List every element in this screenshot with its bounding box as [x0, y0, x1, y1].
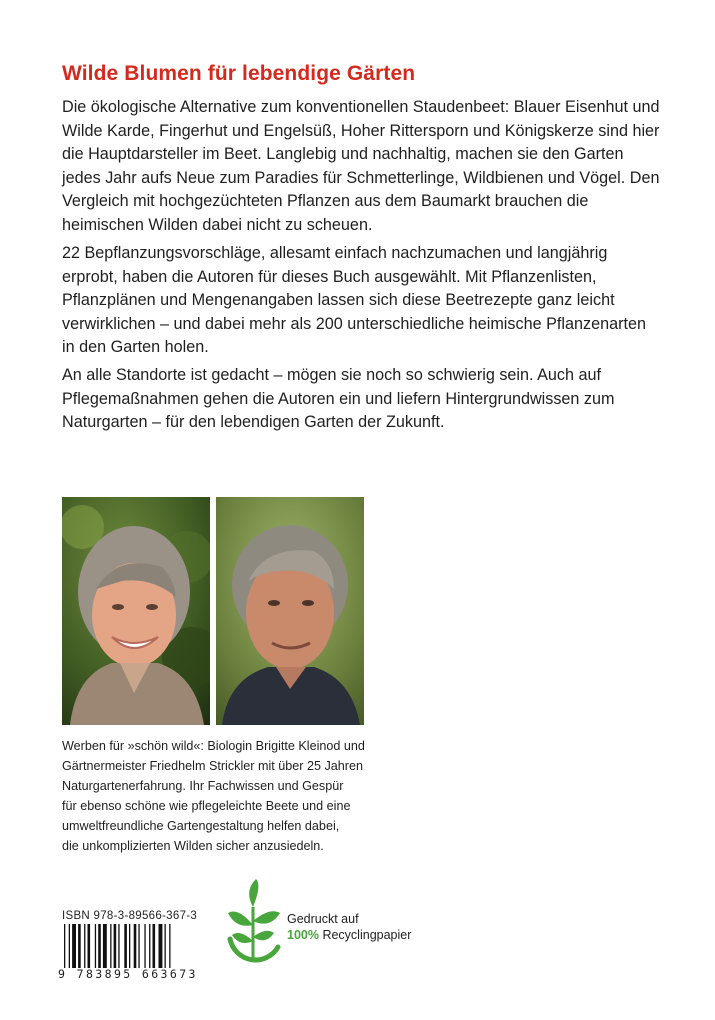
barcode-bar [95, 924, 96, 968]
paragraph-standorte: An alle Standorte ist gedacht – mögen sie noch so schwierig sein. Auch auf Pflegemaßnahmen gehen die Autoren ein und liefern Hintergrundwissen zum Naturgarten – für den lebendigen Garten der Zukunft. [62, 366, 615, 432]
barcode-bar [103, 924, 107, 968]
paragraph-bepflanzung: 22 Bepflanzungsvorschläge, allesamt einfach nachzumachen und langjährig erprobt, haben die Autoren für dieses Buch ausgewählt. Mit Pflanzenlisten, Pflanzplänen und Mengenangaben lassen sich diese Beetrezepte ganz leicht verwirklichen – und dabei mehr als 200 unterschiedliche heimische Pflanzenarten in den Garten holen. [62, 244, 646, 357]
barcode-bar [134, 924, 137, 968]
barcode-bar [165, 924, 166, 968]
barcode-bar [138, 924, 139, 968]
barcode-bar [84, 924, 85, 968]
recycling-plant-icon [222, 877, 284, 969]
page-title: Wilde Blumen für lebendige Gärten [62, 62, 416, 85]
caption-line: die unkomplizierten Wilden sicher anzusiedeln. [62, 839, 324, 853]
caption-line: für ebenso schöne wie pflegeleichte Beete und eine [62, 799, 351, 813]
caption-line: Werben für »schön wild«: Biologin Brigitte Kleinod und [62, 739, 365, 753]
barcode-digits: 9 783895 663673 [58, 967, 198, 981]
barcode-bar [124, 924, 127, 968]
barcode-bar [110, 924, 111, 968]
caption-line: Naturgartenerfahrung. Ihr Fachwissen und Gespür [62, 779, 344, 793]
recycling-note [287, 911, 411, 943]
barcode-bar [98, 924, 101, 968]
barcode [64, 924, 212, 968]
recycling-paper-label: Recyclingpapier [318, 928, 412, 942]
barcode-bar [114, 924, 117, 968]
barcode-bar [144, 924, 145, 968]
paragraph-intro: Die ökologische Alternative zum konventionellen Staudenbeet: Blauer Eisenhut und Wilde Karde, Fingerhut und Engelsüß, Hoher Rittersporn und Königskerze sind hier die Hauptdarsteller im Beet. Langlebig und nachhaltig, machen sie den Garten jedes Jahr aufs Neue zum Paradies für Schmetterlinge, Wildbienen und Vögel. Den Vergleich mit hochgezüchteten Pflanzen aus dem Baumarkt brauchen die heimischen Wilden dabei nicht zu scheuen. [62, 98, 660, 234]
barcode-bar [149, 924, 150, 968]
barcode-bar [153, 924, 156, 968]
author-photo-friedhelm-strickler [216, 497, 364, 725]
barcode-bar [69, 924, 70, 968]
barcode-bar [64, 924, 65, 968]
barcode-bar [72, 924, 76, 968]
barcode-bar [169, 924, 170, 968]
caption-line: Gärtnermeister Friedhelm Strickler mit über 25 Jahren [62, 759, 363, 773]
isbn-label: ISBN 978-3-89566-367-3 [62, 910, 198, 922]
recycling-line-1: Gedruckt auf [287, 912, 359, 926]
caption-line: umweltfreundliche Gartengestaltung helfen dabei, [62, 819, 340, 833]
barcode-bar [78, 924, 81, 968]
recycling-percent: 100% [287, 928, 319, 942]
photo-caption [62, 736, 402, 856]
barcode-bar [129, 924, 130, 968]
recycling-line-2 [287, 927, 411, 943]
author-photo-brigitte-kleinod [62, 497, 210, 725]
barcode-bar [159, 924, 163, 968]
barcode-bar [88, 924, 91, 968]
barcode-bar [118, 924, 119, 968]
